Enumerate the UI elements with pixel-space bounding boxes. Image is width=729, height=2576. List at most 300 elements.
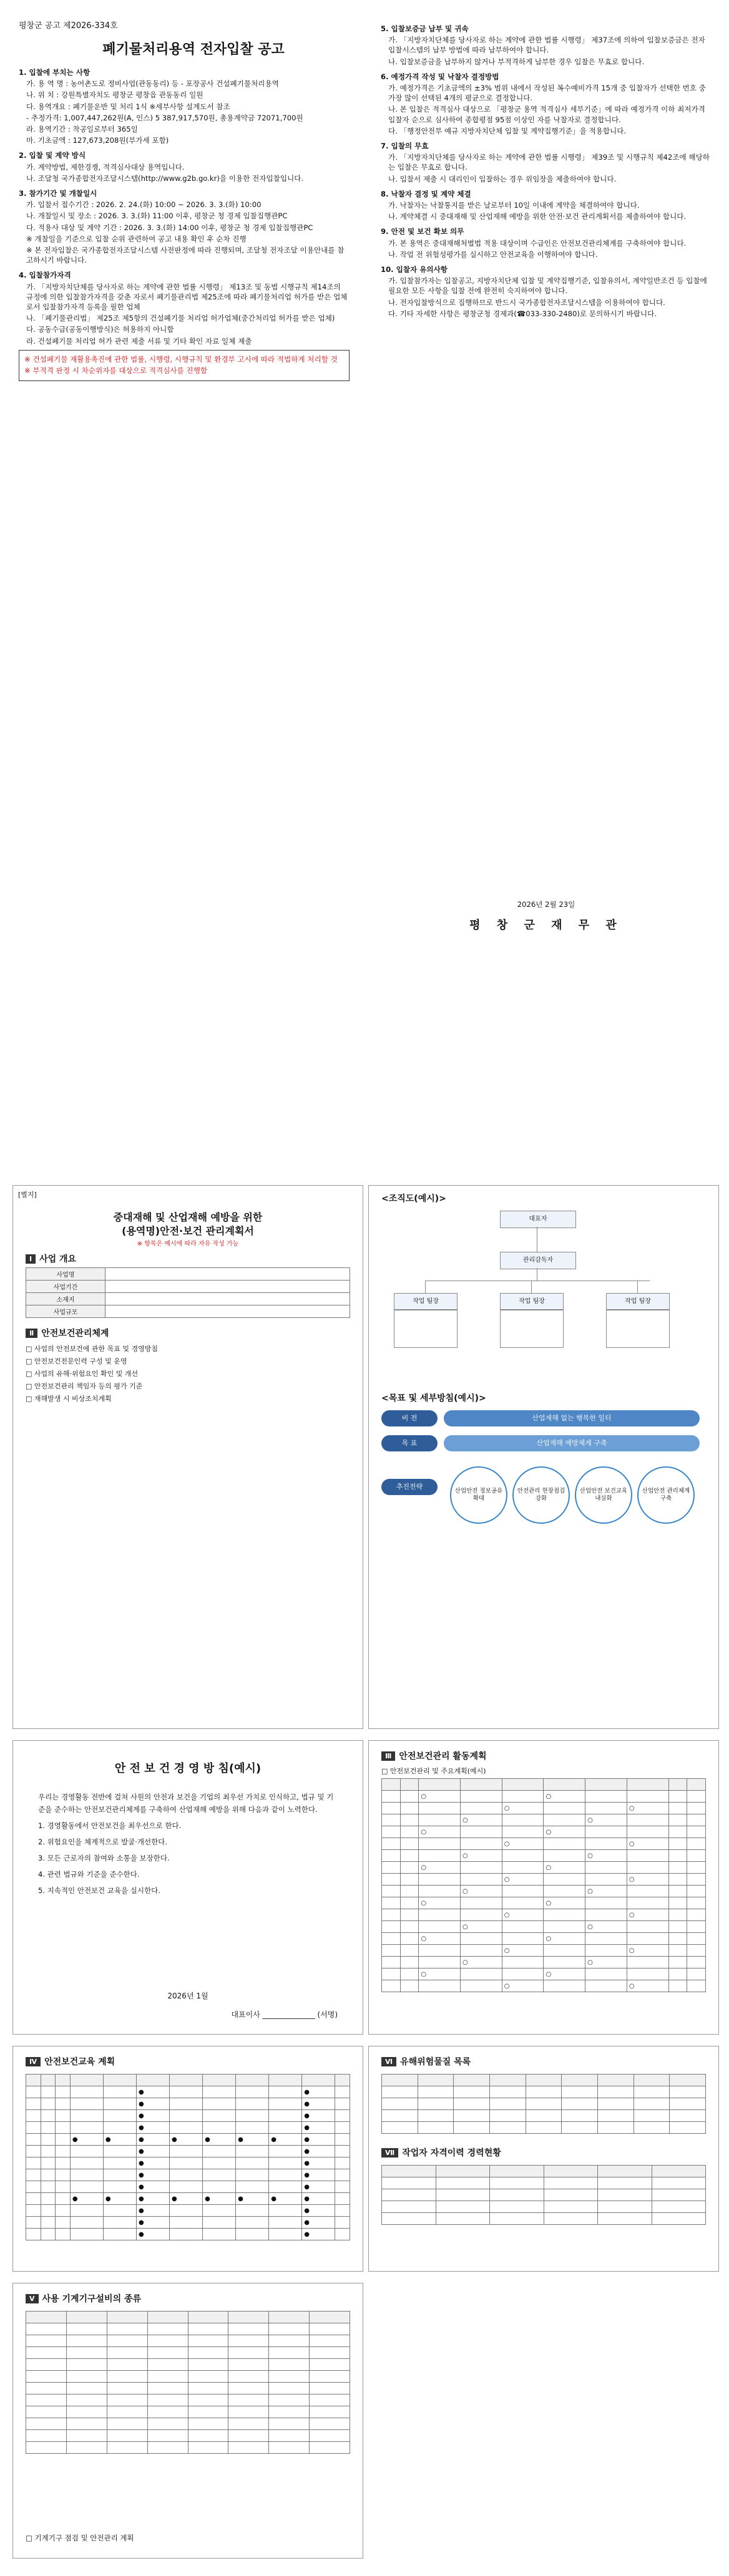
table-cell: 사업명 bbox=[26, 1268, 105, 1281]
table-cell bbox=[687, 1862, 706, 1874]
table-cell bbox=[668, 1862, 687, 1874]
table-cell bbox=[188, 2383, 228, 2394]
section-line: 마. 기초금액 : 127,673,208원(부가세 포함) bbox=[26, 136, 169, 145]
table-cell: ● bbox=[203, 2193, 236, 2205]
table-cell bbox=[419, 1945, 461, 1957]
table-cell: ○ bbox=[502, 1980, 544, 1992]
table-cell bbox=[26, 2217, 41, 2229]
table-cell bbox=[228, 2383, 269, 2394]
table-cell: ○ bbox=[461, 1957, 502, 1968]
table-cell bbox=[454, 2098, 490, 2110]
table-cell bbox=[585, 1862, 627, 1874]
table-cell bbox=[26, 2205, 41, 2217]
table-cell bbox=[269, 2217, 302, 2229]
table-cell bbox=[188, 2394, 228, 2406]
table-cell bbox=[56, 2205, 71, 2217]
section-line: 나. 개찰일시 및 장소 : 2026. 3. 3.(화) 11:00 이후, 평창군 청 경제 입찰집행관PC bbox=[26, 211, 288, 221]
table-row bbox=[26, 1268, 350, 1281]
table-row bbox=[26, 2181, 350, 2193]
table-cell bbox=[41, 2169, 56, 2181]
table-cell bbox=[26, 2430, 67, 2442]
table-cell bbox=[668, 1779, 687, 1791]
table-cell bbox=[382, 1826, 401, 1838]
table-cell bbox=[228, 2371, 269, 2383]
table-cell bbox=[585, 1874, 627, 1886]
education-table bbox=[26, 2074, 350, 2240]
table-cell bbox=[41, 2098, 56, 2110]
table-cell: ○ bbox=[461, 1921, 502, 1933]
activity-sheet bbox=[368, 1740, 719, 2035]
table-cell bbox=[562, 2110, 598, 2122]
table-cell bbox=[419, 1814, 461, 1826]
table-cell: ● bbox=[103, 2193, 136, 2205]
table-cell bbox=[400, 1945, 419, 1957]
table-cell bbox=[170, 2205, 203, 2217]
table-cell bbox=[382, 2086, 418, 2098]
table-cell bbox=[269, 2347, 310, 2359]
declaration-signer: 대표이사 ______________ (서명) bbox=[231, 2010, 338, 2019]
table-row bbox=[382, 1933, 706, 1945]
table-cell bbox=[419, 1779, 461, 1791]
table-cell bbox=[634, 2098, 670, 2110]
table-cell bbox=[634, 2110, 670, 2122]
table-cell bbox=[562, 2098, 598, 2110]
table-row bbox=[26, 2335, 350, 2347]
table-cell bbox=[687, 1909, 706, 1921]
table-cell bbox=[147, 2312, 188, 2323]
table-cell bbox=[382, 1886, 401, 1897]
table-cell: ● bbox=[136, 2122, 169, 2134]
table-cell bbox=[634, 2086, 670, 2098]
table-cell bbox=[419, 1838, 461, 1850]
table-cell bbox=[41, 2086, 56, 2098]
table-cell: ○ bbox=[502, 1909, 544, 1921]
table-cell bbox=[310, 2383, 350, 2394]
section-line: 나. 「폐기물관리법」 제25조 제5항의 건설폐기물 처리업 허가업체(중간처리업 허가를 받은 업체) bbox=[26, 314, 335, 323]
section-heading: 6. 예정가격 작성 및 낙찰자 결정방법 bbox=[381, 72, 499, 81]
table-cell bbox=[335, 2169, 350, 2181]
table-cell bbox=[489, 2110, 526, 2122]
table-cell bbox=[56, 2134, 71, 2146]
sec2-items bbox=[26, 1343, 350, 1405]
table-cell bbox=[147, 2335, 188, 2347]
table-cell bbox=[269, 2122, 302, 2134]
note-line: ※ 건설폐기물 재활용촉진에 관한 법률, 시행령, 시행규칙 및 환경부 고시에 따라 적법하게 처리할 것 bbox=[24, 354, 338, 364]
section-marker-icon: Ⅲ bbox=[381, 1751, 395, 1761]
table-cell: ○ bbox=[627, 1803, 668, 1814]
table-cell bbox=[687, 1826, 706, 1838]
table-cell bbox=[107, 2418, 147, 2430]
table-cell bbox=[269, 2157, 302, 2169]
table-cell bbox=[544, 1838, 585, 1850]
table-row bbox=[26, 2383, 350, 2394]
section-marker-icon: Ⅱ bbox=[26, 1329, 37, 1338]
section-line: 가. 「지방자치단체를 당사자로 하는 계약에 관한 법률 시행령」 제37조에 의하여 입찰보증금은 전자입찰시스템의 납부 방법에 따라 납부하여야 합니다. bbox=[388, 36, 705, 55]
table-cell: ○ bbox=[461, 1886, 502, 1897]
table-row bbox=[26, 2312, 350, 2323]
notice-page bbox=[0, 0, 729, 1184]
table-cell bbox=[502, 1933, 544, 1945]
table-cell bbox=[454, 2075, 490, 2086]
section-marker-icon: Ⅰ bbox=[26, 1254, 36, 1264]
table-cell bbox=[70, 2146, 103, 2157]
table-cell bbox=[400, 1850, 419, 1862]
table-cell bbox=[335, 2075, 350, 2086]
table-cell: ● bbox=[302, 2229, 335, 2240]
right-column bbox=[381, 19, 712, 320]
org-leaf: 작업 팀장 bbox=[500, 1293, 564, 1310]
table-cell bbox=[70, 2098, 103, 2110]
table-cell bbox=[147, 2323, 188, 2335]
table-cell bbox=[597, 2110, 634, 2122]
table-cell bbox=[26, 2312, 67, 2323]
table-cell bbox=[382, 1779, 401, 1791]
table-cell: 소재지 bbox=[26, 1293, 105, 1305]
table-cell bbox=[66, 2359, 107, 2371]
table-cell bbox=[188, 2323, 228, 2335]
table-cell: ● bbox=[170, 2193, 203, 2205]
section-marker-icon: Ⅴ bbox=[26, 2294, 39, 2303]
table-row bbox=[382, 1850, 706, 1862]
table-cell bbox=[26, 2418, 67, 2430]
table-cell bbox=[627, 1826, 668, 1838]
section-line: 나. 본 입찰은 적격심사 대상으로 「평창군 용역 적격심사 세부기준」에 따라 예정가격 이하 최저가격 입찰자 순으로 심사하여 종합평점 95점 이상인 자를 낙찰자로 결정합니다. bbox=[388, 105, 705, 124]
section-heading: 9. 안전 및 보건 확보 의무 bbox=[381, 227, 464, 236]
table-cell bbox=[419, 1850, 461, 1862]
table-cell bbox=[634, 2122, 670, 2134]
table-cell bbox=[668, 1921, 687, 1933]
table-cell bbox=[436, 2213, 490, 2225]
table-cell bbox=[203, 2146, 236, 2157]
table-cell bbox=[419, 1957, 461, 1968]
declaration-sheet bbox=[12, 1740, 363, 2035]
table-cell bbox=[585, 1826, 627, 1838]
table-cell bbox=[228, 2442, 269, 2454]
table-cell: ● bbox=[136, 2181, 169, 2193]
table-cell bbox=[419, 1980, 461, 1992]
table-cell bbox=[544, 2189, 598, 2201]
table-row bbox=[382, 1957, 706, 1968]
table-cell bbox=[188, 2442, 228, 2454]
section-heading: 10. 입찰자 유의사항 bbox=[381, 265, 448, 274]
table-cell bbox=[502, 1862, 544, 1874]
table-cell: ● bbox=[302, 2157, 335, 2169]
table-cell bbox=[103, 2146, 136, 2157]
table-cell bbox=[103, 2157, 136, 2169]
table-cell bbox=[382, 2177, 436, 2189]
table-cell bbox=[203, 2205, 236, 2217]
table-cell bbox=[228, 2335, 269, 2347]
notice-org: 평 창 군 재 무 관 bbox=[469, 919, 623, 932]
table-cell bbox=[544, 2177, 598, 2189]
table-cell bbox=[418, 2122, 454, 2134]
table-cell bbox=[489, 2122, 526, 2134]
table-cell bbox=[103, 2086, 136, 2098]
table-cell bbox=[382, 1791, 401, 1803]
education-title: 안전보건교육 계획 bbox=[44, 2057, 115, 2067]
table-cell bbox=[26, 2075, 41, 2086]
table-cell bbox=[382, 1850, 401, 1862]
table-cell bbox=[107, 2359, 147, 2371]
table-cell: ○ bbox=[585, 1814, 627, 1826]
table-cell bbox=[105, 1268, 350, 1281]
org-chart-sheet bbox=[368, 1185, 719, 1729]
table-cell bbox=[310, 2371, 350, 2383]
declaration-line: 3. 모든 근로자의 참여와 소통을 보장한다. bbox=[38, 1854, 170, 1862]
table-cell bbox=[269, 2312, 310, 2323]
section-line: 라. 건설폐기물 처리업 허가 관련 제출 서류 및 기타 확인 자료 일체 제출 bbox=[26, 336, 252, 346]
table-cell bbox=[70, 2086, 103, 2098]
form-title-1: 중대재해 및 산업재해 예방을 위한 bbox=[113, 1211, 263, 1223]
table-cell bbox=[562, 2086, 598, 2098]
hazard-title: 유해위험물질 목록 bbox=[400, 2057, 471, 2067]
section-heading: 2. 입찰 및 계약 방식 bbox=[19, 151, 86, 160]
table-cell: 사업규모 bbox=[26, 1305, 105, 1318]
table-cell bbox=[687, 1874, 706, 1886]
table-cell bbox=[236, 2098, 269, 2110]
table-cell: ○ bbox=[627, 1909, 668, 1921]
table-cell bbox=[269, 2394, 310, 2406]
table-cell bbox=[228, 2323, 269, 2335]
table-cell bbox=[668, 1945, 687, 1957]
table-row bbox=[26, 1293, 350, 1305]
table-cell bbox=[41, 2217, 56, 2229]
table-row bbox=[26, 2442, 350, 2454]
table-cell bbox=[66, 2312, 107, 2323]
table-cell bbox=[41, 2205, 56, 2217]
table-cell bbox=[436, 2166, 490, 2177]
table-cell bbox=[56, 2157, 71, 2169]
section-line: 가. 계약방법, 제한경쟁, 적격심사대상 용역입니다. bbox=[26, 162, 185, 172]
table-cell bbox=[70, 2110, 103, 2122]
table-cell bbox=[461, 1980, 502, 1992]
table-cell bbox=[188, 2418, 228, 2430]
table-cell bbox=[26, 2157, 41, 2169]
table-cell bbox=[544, 1921, 585, 1933]
table-cell bbox=[502, 1779, 544, 1791]
table-cell bbox=[382, 1814, 401, 1826]
table-cell bbox=[382, 1862, 401, 1874]
table-cell bbox=[598, 2213, 652, 2225]
table-cell bbox=[454, 2122, 490, 2134]
table-row bbox=[26, 2075, 350, 2086]
org-leaf-sub bbox=[394, 1309, 457, 1348]
table-cell bbox=[627, 1886, 668, 1897]
table-cell: ● bbox=[136, 2193, 169, 2205]
table-cell bbox=[436, 2177, 490, 2189]
table-cell bbox=[461, 1909, 502, 1921]
table-row bbox=[26, 2406, 350, 2418]
table-row bbox=[382, 1803, 706, 1814]
table-cell bbox=[107, 2335, 147, 2347]
table-row bbox=[26, 2347, 350, 2359]
table-cell bbox=[382, 2110, 418, 2122]
table-row bbox=[382, 2177, 706, 2189]
table-cell bbox=[668, 1803, 687, 1814]
table-cell bbox=[382, 2098, 418, 2110]
table-cell bbox=[203, 2086, 236, 2098]
activity-sub: □ 안전보건관리 및 주요계획(예시) bbox=[381, 1767, 486, 1775]
table-cell bbox=[188, 2371, 228, 2383]
table-cell bbox=[203, 2229, 236, 2240]
table-row bbox=[382, 1909, 706, 1921]
table-cell bbox=[236, 2146, 269, 2157]
table-cell bbox=[382, 1897, 401, 1909]
table-cell bbox=[627, 1968, 668, 1980]
table-row bbox=[26, 2134, 350, 2146]
left-column bbox=[19, 62, 350, 385]
table-cell bbox=[107, 2383, 147, 2394]
table-cell bbox=[26, 2359, 67, 2371]
table-cell bbox=[585, 1945, 627, 1957]
table-cell bbox=[585, 1803, 627, 1814]
notice-number: 평창군 공고 제2026-334호 bbox=[19, 21, 118, 31]
table-cell bbox=[544, 2213, 598, 2225]
table-cell bbox=[56, 2169, 71, 2181]
table-cell bbox=[26, 2122, 41, 2134]
table-cell bbox=[382, 1921, 401, 1933]
table-cell: ○ bbox=[502, 1945, 544, 1957]
table-cell bbox=[687, 1897, 706, 1909]
table-cell bbox=[269, 2086, 302, 2098]
section-marker-icon: Ⅳ bbox=[26, 2057, 41, 2066]
table-row bbox=[382, 1921, 706, 1933]
table-cell bbox=[526, 2098, 562, 2110]
table-cell bbox=[170, 2098, 203, 2110]
table-cell bbox=[66, 2383, 107, 2394]
table-row bbox=[382, 2086, 706, 2098]
table-cell bbox=[382, 2166, 436, 2177]
table-cell bbox=[668, 1897, 687, 1909]
table-cell bbox=[335, 2157, 350, 2169]
strategy-circle: 산업안전 정보공유 확대 bbox=[450, 1466, 507, 1524]
section-marker-icon: Ⅶ bbox=[381, 2148, 398, 2157]
strategy-circle: 산업안전 관리체계 구축 bbox=[637, 1466, 695, 1524]
table-cell bbox=[103, 2098, 136, 2110]
table-cell: ● bbox=[302, 2098, 335, 2110]
form-title-2: (용역명)안전·보건 관리계획서 bbox=[122, 1225, 254, 1237]
table-cell bbox=[562, 2075, 598, 2086]
table-cell bbox=[310, 2347, 350, 2359]
table-cell bbox=[103, 2181, 136, 2193]
table-cell: ● bbox=[302, 2134, 335, 2146]
section-line: ※ 본 전자입찰은 국가종합전자조달시스템 사전판정에 따라 진행되며, 조달청 전자조달 이용안내를 참고하시기 바랍니다. bbox=[26, 246, 345, 265]
table-cell bbox=[228, 2430, 269, 2442]
table-row bbox=[382, 2189, 706, 2201]
table-cell bbox=[203, 2110, 236, 2122]
table-cell: ○ bbox=[461, 1850, 502, 1862]
table-cell bbox=[26, 2229, 41, 2240]
section-line: 나. 입찰보증금을 납부하지 않거나 부적격하게 납부한 경우 입찰은 무효로 합니다. bbox=[388, 57, 645, 66]
table-cell bbox=[56, 2193, 71, 2205]
table-cell bbox=[670, 2075, 706, 2086]
table-cell bbox=[400, 1968, 419, 1980]
table-cell: ○ bbox=[502, 1838, 544, 1850]
table-row bbox=[26, 2157, 350, 2169]
table-cell bbox=[269, 2181, 302, 2193]
section-line: 다. 공동수급(공동이행방식)은 허용하지 아니함 bbox=[26, 325, 174, 334]
table-cell bbox=[269, 2371, 310, 2383]
vision-text: 산업재해 없는 행복한 일터 bbox=[444, 1410, 700, 1426]
table-cell bbox=[502, 1791, 544, 1803]
table-cell bbox=[502, 1897, 544, 1909]
table-cell bbox=[103, 2075, 136, 2086]
table-cell bbox=[502, 1921, 544, 1933]
table-cell bbox=[627, 1957, 668, 1968]
table-cell bbox=[454, 2110, 490, 2122]
table-cell: ● bbox=[136, 2169, 169, 2181]
table-cell bbox=[400, 1826, 419, 1838]
table-cell bbox=[269, 2075, 302, 2086]
table-cell bbox=[236, 2205, 269, 2217]
table-cell: ○ bbox=[627, 1874, 668, 1886]
table-cell bbox=[26, 2086, 41, 2098]
table-cell bbox=[544, 1957, 585, 1968]
table-cell bbox=[228, 2312, 269, 2323]
table-row bbox=[382, 2122, 706, 2134]
table-cell bbox=[597, 2075, 634, 2086]
table-cell bbox=[26, 2169, 41, 2181]
table-cell bbox=[203, 2122, 236, 2134]
table-cell bbox=[489, 2075, 526, 2086]
table-cell bbox=[41, 2146, 56, 2157]
table-cell: ○ bbox=[502, 1874, 544, 1886]
table-cell bbox=[56, 2146, 71, 2157]
table-cell: ○ bbox=[544, 1897, 585, 1909]
table-cell bbox=[687, 1957, 706, 1968]
table-cell bbox=[461, 1779, 502, 1791]
table-row bbox=[382, 2166, 706, 2177]
table-cell bbox=[236, 2122, 269, 2134]
table-cell: ● bbox=[269, 2134, 302, 2146]
table-cell bbox=[188, 2406, 228, 2418]
table-row bbox=[26, 2229, 350, 2240]
org-mid: 관리감독자 bbox=[500, 1252, 576, 1269]
table-cell bbox=[310, 2323, 350, 2335]
table-cell bbox=[70, 2181, 103, 2193]
table-cell bbox=[269, 2229, 302, 2240]
form-subtitle: ※ 항목은 예시에 따라 자유 작성 가능 bbox=[137, 1241, 239, 1247]
table-cell bbox=[188, 2359, 228, 2371]
table-cell bbox=[335, 2146, 350, 2157]
table-cell bbox=[502, 1850, 544, 1862]
table-cell bbox=[26, 2383, 67, 2394]
table-cell bbox=[668, 1826, 687, 1838]
table-cell bbox=[668, 1909, 687, 1921]
table-cell bbox=[56, 2229, 71, 2240]
table-cell bbox=[335, 2193, 350, 2205]
section-line: 다. 용역개요 : 폐기물운반 및 처리 1식 ※세부사항 설계도서 참조 bbox=[26, 102, 230, 111]
table-cell bbox=[26, 2146, 41, 2157]
declaration-body bbox=[38, 1791, 338, 1901]
hazard-table bbox=[381, 2074, 706, 2134]
table-cell bbox=[627, 1791, 668, 1803]
table-cell bbox=[170, 2122, 203, 2134]
table-cell bbox=[70, 2217, 103, 2229]
table-cell: ○ bbox=[544, 1826, 585, 1838]
equipment-table bbox=[26, 2311, 350, 2454]
table-cell bbox=[203, 2217, 236, 2229]
table-cell bbox=[454, 2086, 490, 2098]
table-cell bbox=[66, 2406, 107, 2418]
table-cell bbox=[461, 1803, 502, 1814]
table-cell bbox=[400, 1909, 419, 1921]
table-cell bbox=[170, 2229, 203, 2240]
org-leaf-sub bbox=[606, 1309, 670, 1348]
form-sec1: 사업 개요 bbox=[39, 1254, 77, 1264]
table-cell bbox=[66, 2394, 107, 2406]
notes-box bbox=[19, 350, 350, 381]
